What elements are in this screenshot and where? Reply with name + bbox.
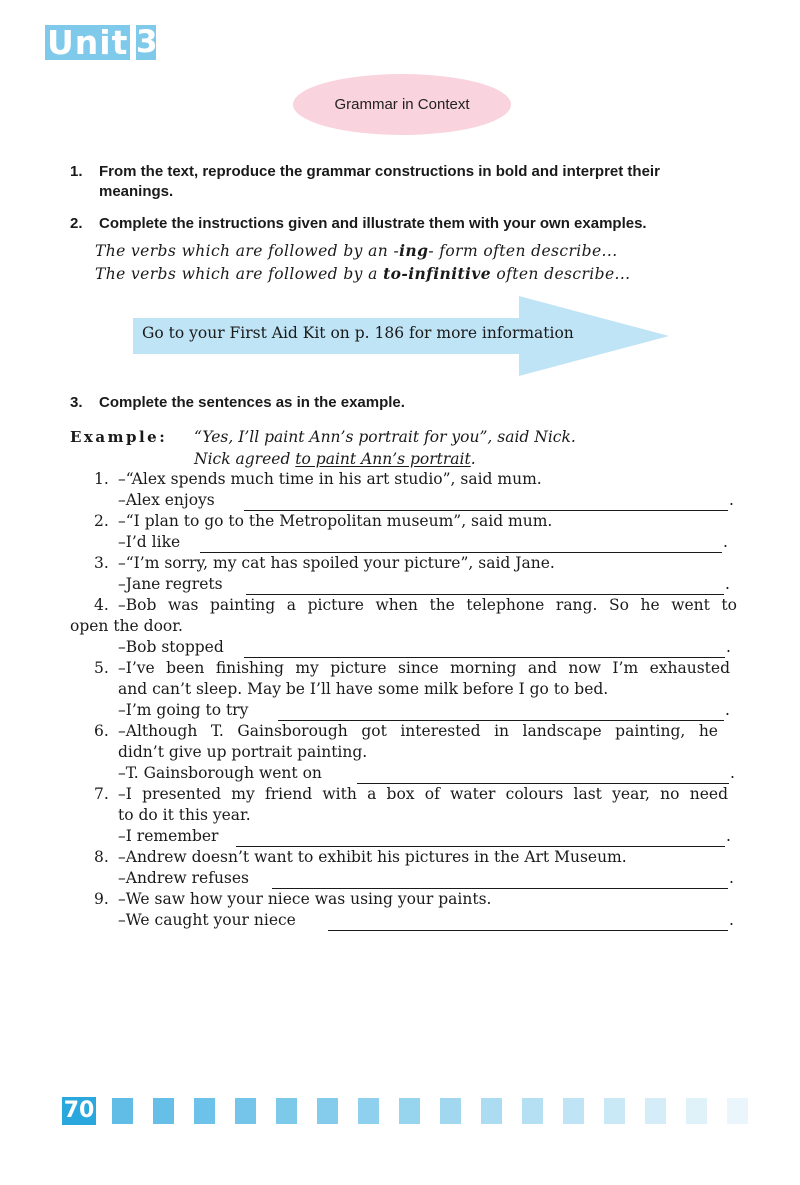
item-lead: –Andrew refuses [118, 869, 250, 887]
item-prompt: –I presented my friend with a box of water colours last year, no need [118, 785, 728, 803]
section-title-badge [293, 74, 511, 135]
blank-end: . [729, 911, 734, 929]
blank-end: . [725, 575, 730, 593]
task-3 [70, 393, 738, 413]
task-number: 1. [70, 163, 83, 180]
blank-end: . [726, 827, 731, 845]
item-lead: –We caught your niece [118, 911, 296, 929]
example-underlined: to paint Ann’s portrait [295, 450, 471, 468]
item-prompt: –Although T. Gainsborough got interested in landscape painting, he [118, 722, 718, 740]
item-prompt: –“I plan to go to the Metropolitan museum”, said mum. [118, 512, 553, 530]
item-prompt: –“I’m sorry, my cat has spoiled your picture”, said Jane. [118, 554, 555, 572]
answer-blank-5[interactable] [278, 700, 724, 721]
task-number: 3. [70, 394, 83, 411]
item-lead: –Bob stopped [118, 638, 224, 656]
section-title: Grammar in Context [334, 96, 470, 113]
item-number: 4. [94, 596, 109, 614]
task2-prompt-ing: The verbs which are followed by an -ing- form often describe... [95, 241, 618, 260]
answer-blank-1[interactable] [244, 490, 728, 511]
answer-blank-9[interactable] [328, 910, 728, 931]
task-2 [70, 214, 738, 234]
decor-square [112, 1098, 133, 1124]
blank-end: . [729, 491, 734, 509]
decor-square [481, 1098, 502, 1124]
item-prompt: –I’ve been finishing my picture since morning and now I’m exhausted [118, 659, 730, 677]
item-number: 7. [94, 785, 109, 803]
item-prompt-cont: open the door. [70, 617, 183, 635]
decor-square [317, 1098, 338, 1124]
item-lead: –Alex enjoys [118, 491, 215, 509]
decor-square [563, 1098, 584, 1124]
decor-square [153, 1098, 174, 1124]
task-text: Complete the sentences as in the example. [99, 394, 405, 411]
answer-blank-7[interactable] [236, 826, 725, 847]
page-number: 70 [63, 1098, 95, 1123]
example-label: Example: [70, 428, 168, 446]
decor-square [194, 1098, 215, 1124]
decor-square [358, 1098, 379, 1124]
blank-end: . [726, 638, 731, 656]
task2-prompt-infinitive: The verbs which are followed by a to-infinitive often describe... [95, 264, 631, 283]
item-lead: –I’d like [118, 533, 181, 551]
decor-square [604, 1098, 625, 1124]
decor-square [645, 1098, 666, 1124]
task-text: Complete the instructions given and illustrate them with your own examples. [99, 215, 647, 232]
item-lead: –Jane regrets [118, 575, 223, 593]
answer-blank-6[interactable] [357, 763, 729, 784]
example-quote: “Yes, I’ll paint Ann’s portrait for you”, said Nick. [194, 428, 576, 446]
decor-square [686, 1098, 707, 1124]
item-lead: –I’m going to try [118, 701, 249, 719]
item-number: 3. [94, 554, 109, 572]
decor-square [276, 1098, 297, 1124]
answer-blank-3[interactable] [246, 574, 724, 595]
answer-blank-2[interactable] [200, 532, 722, 553]
item-prompt: –Andrew doesn’t want to exhibit his pictures in the Art Museum. [118, 848, 627, 866]
item-prompt: –We saw how your niece was using your paints. [118, 890, 492, 908]
decor-square [399, 1098, 420, 1124]
item-number: 5. [94, 659, 109, 677]
unit-label: Unit [47, 23, 129, 62]
item-lead: –I remember [118, 827, 219, 845]
unit-number: 3 [136, 24, 158, 60]
task-1 [70, 162, 738, 202]
item-number: 2. [94, 512, 109, 530]
decor-square [727, 1098, 748, 1124]
item-prompt: –Bob was painting a picture when the telephone rang. So he went to [118, 596, 737, 614]
item-number: 9. [94, 890, 109, 908]
item-number: 8. [94, 848, 109, 866]
example-answer: Nick agreed to paint Ann’s portrait. [194, 450, 476, 468]
answer-blank-4[interactable] [244, 637, 725, 658]
decor-square [440, 1098, 461, 1124]
task-text: From the text, reproduce the grammar constructions in bold and interpret their meanings. [99, 163, 660, 200]
item-number: 6. [94, 722, 109, 740]
item-lead: –T. Gainsborough went on [118, 764, 322, 782]
item-prompt-cont: to do it this year. [118, 806, 251, 824]
blank-end: . [729, 869, 734, 887]
answer-blank-8[interactable] [272, 868, 728, 889]
item-prompt-cont: didn’t give up portrait painting. [118, 743, 368, 761]
item-number: 1. [94, 470, 109, 488]
first-aid-note: Go to your First Aid Kit on p. 186 for more information [142, 324, 574, 342]
item-prompt: –“Alex spends much time in his art studio”, said mum. [118, 470, 542, 488]
blank-end: . [725, 701, 730, 719]
blank-end: . [730, 764, 735, 782]
blank-end: . [723, 533, 728, 551]
decor-square [522, 1098, 543, 1124]
item-prompt-cont: and can’t sleep. May be I’ll have some milk before I go to bed. [118, 680, 609, 698]
decor-square [235, 1098, 256, 1124]
task-number: 2. [70, 215, 83, 232]
